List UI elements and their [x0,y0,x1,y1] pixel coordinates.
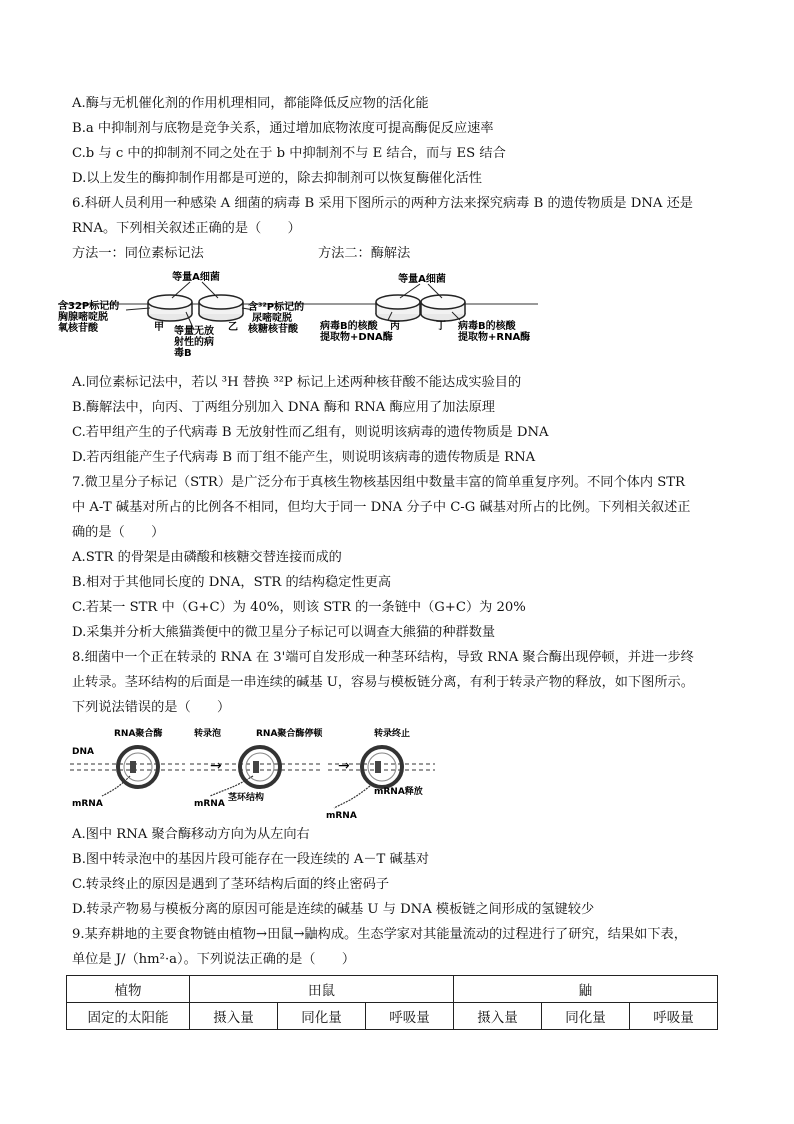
fig6-jia: 甲 [154,322,164,333]
q6-stem-1: 6.科研人员利用一种感染 A 细菌的病毒 B 采用下图所示的两种方法来探究病毒 B 的遗传物质是 DNA 还是 [72,196,693,211]
transcription-panel-3 [328,747,435,808]
q7-option-c: C.若某一 STR 中（G+C）为 40%，则该 STR 的一条链中（G+C）为 20% [72,600,526,615]
q7-stem-1: 7.微卫星分子标记（STR）是广泛分布于真核生物核基因组中数量丰富的简单重复序列。不同个体内 STR [72,475,685,490]
q7-stem-3: 确的是（ ） [72,525,165,540]
q8-figure [70,722,440,822]
q5-option-b: B.a 中抑制剂与底物是竞争关系，通过增加底物浓度可提高酶促反应速率 [72,121,494,136]
fig6-bottom-1: 等量无放 [174,326,214,337]
fig8-term: 转录终止 [374,729,411,739]
table-cell: 同化量 [278,1003,366,1030]
fig6-jia-label-1: 含32P标记的 [58,301,120,312]
table-cell: 呼吸量 [630,1003,718,1030]
table-header-vole: 田鼠 [190,976,454,1003]
arrow-1: → [210,758,222,774]
q8-stem-2: 止转录。茎环结构的后面是一串连续的碱基 U，容易与模板链分离，有利于转录产物的释放，如下图所示。 [72,675,694,690]
q5-option-a: A.酶与无机催化剂的作用机理相同，都能降低反应物的活化能 [72,96,429,111]
table-cell: 呼吸量 [366,1003,454,1030]
fig8-stall: RNA聚合酶停顿 [256,729,323,739]
table-header-plant: 植物 [67,976,190,1003]
fig6-bing: 丙 [390,321,400,332]
petri-dish-bing [376,295,420,321]
fig8-rnap: RNA聚合酶 [114,729,163,739]
table-header-weasel: 鼬 [454,976,718,1003]
fig8-dna: DNA [72,747,94,757]
q5-option-d: D.以上发生的酶抑制作用都是可逆的，除去抑制剂可以恢复酶催化活性 [72,171,482,186]
fig8-bubble: 转录泡 [194,729,222,739]
fig6-bottom-3: 毒B [174,348,192,359]
q6-option-c: C.若甲组产生的子代病毒 B 无放射性而乙组有，则说明该病毒的遗传物质是 DNA [72,425,549,440]
q7-option-d: D.采集并分析大熊猫粪便中的微卫星分子标记可以调查大熊猫的种群数量 [72,625,496,640]
fig6-jia-label-2: 胸腺嘧啶脱 [58,312,108,323]
fig6-bottom-2: 射性的病 [174,337,214,348]
fig6-yi-label-2: 尿嘧啶脱 [252,313,292,324]
table-row [67,976,718,1003]
q8-option-a: A.图中 RNA 聚合酶移动方向为从左向右 [72,827,310,842]
q7-option-b: B.相对于其他同长度的 DNA，STR 的结构稳定性更高 [72,575,392,590]
q9-stem-1: 9.某弃耕地的主要食物链由植物→田鼠→鼬构成。生态学家对其能量流动的过程进行了研究，结果如下表， [72,927,687,942]
q9-stem-2: 单位是 J/（hm²·a）。下列说法正确的是（ ） [72,952,356,967]
fig8-mrna-3: mRNA [326,811,357,821]
fig6-bing-label-2: 提取物+DNA酶 [320,332,393,343]
petri-dish-jia [148,295,192,321]
energy-flow-table [66,975,718,1030]
fig6-yi-label-1: 含³²P标记的 [248,302,305,313]
fig6-jia-label-3: 氧核苷酸 [58,323,98,334]
fig8-mrna-1: mRNA [72,799,103,809]
q5-option-c: C.b 与 c 中的抑制剂不同之处在于 b 中抑制剂不与 E 结合，而与 ES 结合 [72,146,506,161]
fig6-ding: 丁 [436,321,446,332]
fig6-ding-label-1: 病毒B的核酸 [458,321,516,332]
fig6-top-label-2: 等量A细菌 [398,274,446,285]
fig8-release: mRNA释放 [374,787,423,797]
fig6-ding-label-2: 提取物+RNA酶 [458,332,531,343]
petri-dish-yi [199,295,243,321]
q6-option-b: B.酶解法中，向丙、丁两组分别加入 DNA 酶和 RNA 酶应用了加法原理 [72,400,495,415]
fig6-top-label: 等量A细菌 [172,272,220,283]
q8-option-d: D.转录产物易与模板分离的原因可能是连续的碱基 U 与 DNA 模板链之间形成的氢键较少 [72,902,595,917]
fig6-yi-label-3: 核糖核苷酸 [248,324,298,335]
table-row [67,1003,718,1030]
fig6-yi: 乙 [228,322,238,333]
table-cell: 摄入量 [190,1003,278,1030]
q8-stem-3: 下列说法错误的是（ ） [72,700,231,715]
q7-option-a: A.STR 的骨架是由磷酸和核糖交替连接而成的 [72,550,342,565]
table-cell: 同化量 [542,1003,630,1030]
fig8-stemloop: 茎环结构 [228,793,265,803]
q6-option-a: A.同位素标记法中，若以 ³H 替换 ³²P 标记上述两种核苷酸不能达成实验目的 [72,375,522,390]
fig6-bing-label-1: 病毒B的核酸 [320,321,378,332]
fig8-mrna-2: mRNA [194,799,225,809]
petri-dish-ding [421,295,465,321]
method-two-label: 方法二：酶解法 [318,246,411,261]
q6-figure [58,268,538,368]
table-cell: 摄入量 [454,1003,542,1030]
method-one-label: 方法一：同位素标记法 [72,246,204,261]
q6-option-d: D.若丙组能产生子代病毒 B 而丁组不能产生，则说明该病毒的遗传物质是 RNA [72,450,536,465]
q8-option-c: C.转录终止的原因是遇到了茎环结构后面的终止密码子 [72,877,390,892]
arrow-2: → [338,758,350,774]
q6-stem-2: RNA。下列相关叙述正确的是（ ） [72,221,301,236]
q7-stem-2: 中 A-T 碱基对所占的比例各不相同，但均大于同一 DNA 分子中 C-G 碱基对所占的比例。下列相关叙述正 [72,500,691,515]
q8-stem-1: 8.细菌中一个正在转录的 RNA 在 3'端可自发形成一种茎环结构，导致 RNA 聚合酶出现停顿，并进一步终 [72,650,694,665]
table-cell: 固定的太阳能 [67,1003,190,1030]
q8-option-b: B.图中转录泡中的基因片段可能存在一段连续的 A－T 碱基对 [72,852,430,867]
